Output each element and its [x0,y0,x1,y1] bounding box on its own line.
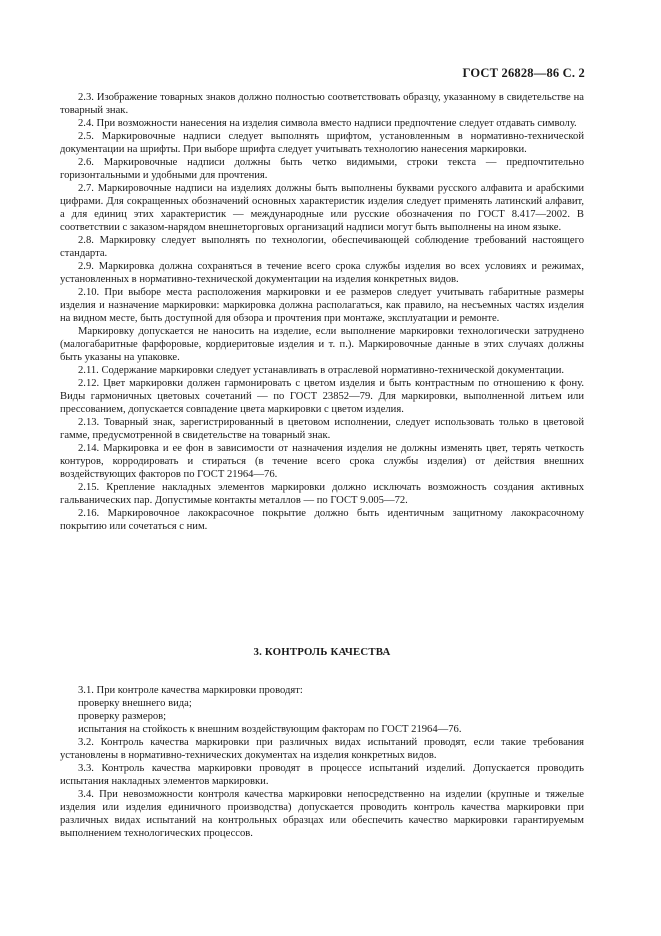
paragraph-2-10: 2.10. При выборе места расположения маркировки и ее размеров следует учитывать габаритные размеры изделия и назначение маркировки: маркировка должна располагаться, как правило, на несъемных частях изделия на видном месте, быть доступной для обзора и прочтения при монтаже, эксплуатации и ремонте. [60,287,584,324]
section-3-heading: 3. КОНТРОЛЬ КАЧЕСТВА [253,646,391,658]
paragraph-3-1: 3.1. При контроле качества маркировки проводят: [78,685,303,696]
paragraph-2-12: 2.12. Цвет маркировки должен гармонировать с цветом изделия и быть контрастным по отношению к фону. Виды гармоничных цветовых сочетаний — по ГОСТ 23852—79. Для маркировки, выполненной литьем или прессованием, допускается совпадение цвета маркировки с цветом изделия. [60,378,584,415]
paragraph-2-16: 2.16. Маркировочное лакокрасочное покрытие должно быть идентичным защитному лакокрасочному покрытию или сочетаться с ним. [60,508,584,532]
paragraph-2-4: 2.4. При возможности нанесения на изделия символа вместо надписи предпочтение следует отдавать символу. [78,118,577,129]
paragraph-2-15: 2.15. Крепление накладных элементов маркировки должно исключать возможность создания активных гальванических пар. Допустимые контакты металлов — по ГОСТ 9.005—72. [60,482,584,506]
paragraph-2-7: 2.7. Маркировочные надписи на изделиях должны быть выполнены буквами русского алфавита и арабскими цифрами. Для сокращенных обозначений основных характеристик изделия следует применять латинский алфавит, а для единиц этих характеристик — международные или русские обозначения по ГОСТ 8.417—2002. В соответствии с заказом-нарядом внешнеторговых организаций надписи могут быть выполнены на ином языке. [60,183,584,233]
paragraph-2-11: 2.11. Содержание маркировки следует устанавливать в отраслевой нормативно-технической документации. [78,365,565,376]
paragraph-2-8: 2.8. Маркировку следует выполнять по технологии, обеспечивающей соблюдение требований настоящего стандарта. [60,235,584,259]
page-header-designation: ГОСТ 26828—86 С. 2 [462,66,585,80]
paragraph-2-6: 2.6. Маркировочные надписи должны быть четко видимыми, строки текста — предпочтительно горизонтальными и удобными для прочтения. [60,157,584,181]
paragraph-2-9: 2.9. Маркировка должна сохраняться в течение всего срока службы изделия во всех условиях и режимах, установленных в нормативно-технической документации на изделия конкретных видов. [60,261,584,285]
paragraph-3-2: 3.2. Контроль качества маркировки при различных видах испытаний проводят, если такие требования установлены в нормативно-технических документах на изделия конкретных видов. [60,737,584,761]
section-3-body [60,684,584,840]
section-2-body [60,91,584,533]
list-item-visual-check: проверку внешнего вида; [78,698,192,709]
paragraph-2-10-note: Маркировку допускается не наносить на изделие, если выполнение маркировки технологически затруднено (малогабаритные фарфоровые, кордиеритовые изделия и т. п.). Маркировочные данные в этих случаях должны быть указаны на упаковке. [60,326,584,363]
paragraph-2-3: 2.3. Изображение товарных знаков должно полностью соответствовать образцу, указанному в свидетельстве на товарный знак. [60,92,584,116]
list-item-resistance-test: испытания на стойкость к внешним воздействующим факторам по ГОСТ 21964—76. [78,724,462,735]
paragraph-2-14: 2.14. Маркировка и ее фон в зависимости от назначения изделия не должны изменять цвет, терять четкость контуров, корродировать и стираться (в течение всего срока службы изделия) от действия внешних воздействующих факторов по ГОСТ 21964—76. [60,443,584,480]
paragraph-3-4: 3.4. При невозможности контроля качества маркировки непосредственно на изделии (крупные и тяжелые изделия или изделия единичного производства) допускается проводить контроль качества маркировки при различных видах испытаний на контрольных образцах или обеспечить качество маркировки гарантируемым выполнением технологических процессов. [60,789,584,839]
paragraph-2-5: 2.5. Маркировочные надписи следует выполнять шрифтом, установленным в нормативно-технической документации на шрифты. При выборе шрифта следует учитывать технологию нанесения маркировки. [60,131,584,155]
paragraph-2-13: 2.13. Товарный знак, зарегистрированный в цветовом исполнении, следует использовать только в цветовой гамме, предусмотренной в свидетельстве на товарный знак. [60,417,584,441]
list-item-size-check: проверку размеров; [78,711,167,722]
paragraph-3-3: 3.3. Контроль качества маркировки проводят в процессе испытаний изделий. Допускается проводить испытания накладных элементов маркировки. [60,763,584,787]
